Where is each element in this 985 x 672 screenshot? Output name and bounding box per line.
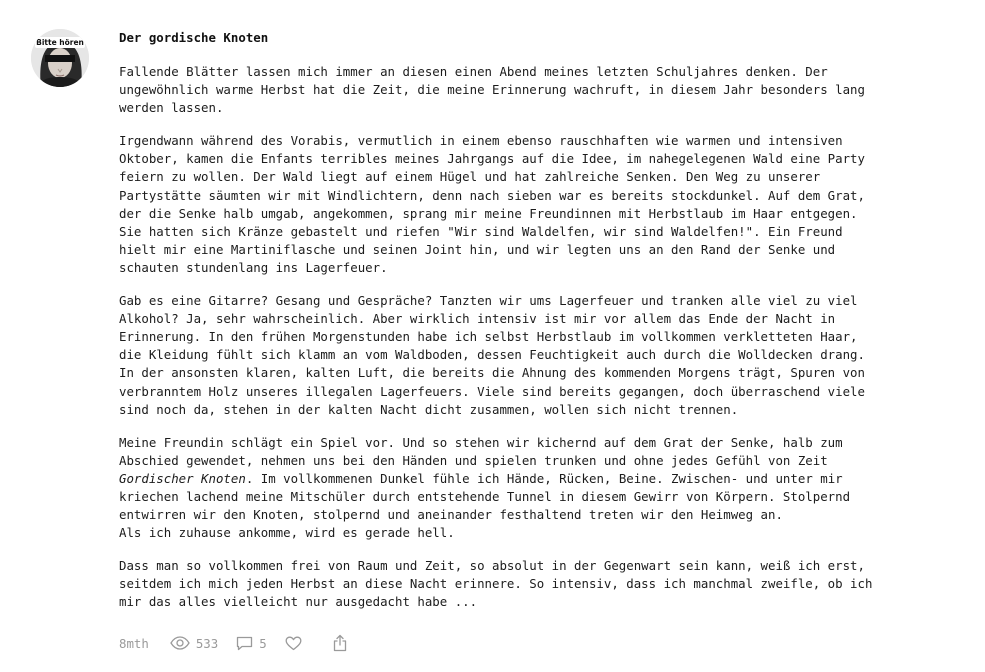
text-line: verbranntem Holz unseres illegalen Lagerfeuers. Viele sind bereits gegangen, doch überraschend viele — [119, 383, 865, 399]
comment-icon — [236, 636, 253, 651]
text-line: hielt mir eine Martiniflasche und seinen Joint hin, und wir legten uns an den Rand der Senke und — [119, 241, 836, 257]
share-button[interactable] — [333, 634, 347, 652]
italic-game-name: Gordischer Knoten — [119, 470, 246, 486]
avatar-label: Bitte hören — [36, 38, 84, 47]
text-line: Gab es eine Gitarre? Gesang und Gespräche? Tanzten wir ums Lagerfeuer und tranken alle viel zu viel — [119, 293, 858, 309]
eye-icon — [170, 636, 190, 650]
views-count: 533 — [195, 635, 219, 651]
author-avatar[interactable] — [31, 29, 89, 87]
text-line: Fallende Blätter lassen mich immer an diesen einen Abend meines letzten Schuljahres denken. Der — [119, 64, 828, 79]
text-line-mixed — [119, 470, 919, 488]
text-line: feiern zu wollen. Der Wald liegt auf einem Hügel und hat zahlreiche Senken. Den Weg zu unserer — [119, 169, 821, 185]
text-line: entwirren wir den Knoten, stolpernd und aneinander festhaltend treten wir den Heimweg an. — [119, 507, 783, 523]
paragraph-5 — [119, 557, 919, 611]
text-line: In der ansonsten klaren, kalten Luft, die bereits die Ahnung des kommenden Morgens trägt, Spuren von — [119, 365, 865, 381]
text-line: ungewöhnlich warme Herbst hat die Zeit, die meine Erinnerung wachruft, in diesem Jahr besonders lang — [119, 82, 865, 98]
text-line: mir das alles vielleicht nur ausgedacht habe ... — [119, 594, 478, 610]
text-line: Alkohol? Ja, sehr wahrscheinlich. Aber wirklich intensiv ist mir vor allem das Ende der Nacht in — [119, 311, 836, 327]
like-button[interactable] — [285, 636, 302, 651]
text-line: Sie hatten sich Kränze gebastelt und riefen "Wir sind Waldelfen, wir sind Waldelfen!". Ein Freund — [119, 223, 843, 239]
text-line: Partystätte säumten wir mit Windlichtern, denn nach sieben war es bereits stockdunkel. Auf dem Grat, — [119, 187, 865, 203]
text-line: Meine Freundin schlägt ein Spiel vor. Und so stehen wir kichernd auf dem Grat der Senke, halb zum — [119, 434, 843, 450]
text-line: Als ich zuhause ankomme, wird es gerade hell. — [119, 525, 455, 541]
heart-icon — [285, 636, 302, 651]
text-line: Dass man so vollkommen frei von Raum und Zeit, so absolut in der Gegenwart sein kann, weiß ich erst, — [119, 558, 865, 574]
text-line: die Kleidung fühlt sich klamm an vom Waldboden, dessen Feuchtigkeit auch durch die Wolldecken drang. — [119, 347, 865, 363]
text-line: sind noch da, stehen in der kalten Nacht dicht zusammen, wollen sich nicht trennen. — [119, 401, 739, 417]
text-line: Oktober, kamen die Enfants terribles meines Jahrgangs auf die Idee, im nahegelegenen Wald eine Party — [119, 151, 865, 167]
post-footer — [119, 634, 378, 652]
text-line: seitdem ich mich jeden Herbst an diese Nacht erinnere. So intensiv, dass ich manchmal zweifle, ob ich — [119, 576, 873, 592]
share-icon — [333, 634, 347, 652]
text-line: Irgendwann während des Vorabis, vermutlich in einem ebenso rauschhaften wie warmen und intensiven — [119, 133, 843, 149]
comments-button[interactable] — [236, 636, 266, 651]
text-line: der die Senke halb umgab, angekommen, sprang mir meine Freundinnen mit Herbstlaub im Haar entgegen. — [119, 205, 858, 221]
paragraph-2 — [119, 132, 919, 277]
post-timestamp[interactable]: 8mth — [119, 635, 149, 651]
text-line: Erinnerung. In den frühen Morgenstunden habe ich selbst Herbstlaub im vollkommen verkletteten Haar, — [119, 329, 858, 345]
text-line: Abschied gewendet, nehmen uns bei den Händen und spielen trunken und ohne jedes Gefühl von Zeit — [119, 452, 828, 468]
text-fragment: . Im vollkommenen Dunkel fühle ich Hände, Rücken, Beine. Zwischen- und unter mir — [245, 470, 843, 486]
post-title: Der gordische Knoten — [119, 30, 269, 45]
paragraph-3 — [119, 292, 919, 419]
text-line: werden lassen. — [119, 100, 224, 116]
text-line: schauten stundenlang ins Lagerfeuer. — [119, 259, 388, 275]
paragraph-4 — [119, 434, 919, 543]
text-line: kriechen lachend meine Mitschüler durch entstehende Tunnel in diesem Gewirr von Körpern. Stolpernd — [119, 488, 851, 504]
comments-count: 5 — [259, 635, 267, 651]
post-content — [119, 29, 919, 627]
views-counter[interactable] — [170, 636, 218, 651]
paragraph-1 — [119, 63, 919, 117]
